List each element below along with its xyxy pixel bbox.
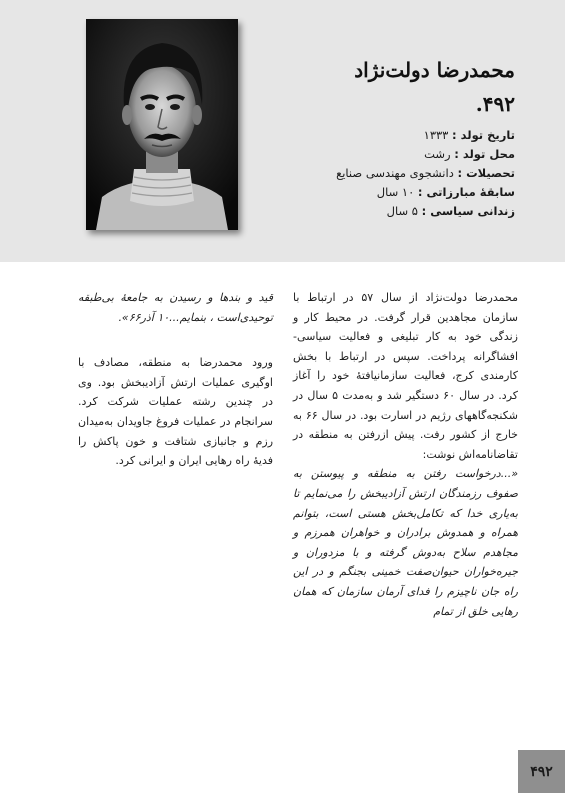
fact-struggle-history bbox=[270, 183, 515, 202]
profile-info bbox=[270, 56, 515, 221]
fact-value: ۵ سال bbox=[386, 204, 418, 218]
body-column-left bbox=[78, 288, 273, 471]
fact-label: تحصیلات : bbox=[457, 166, 515, 180]
portrait-image bbox=[86, 19, 238, 230]
profile-number: ۴۹۲. bbox=[475, 92, 515, 116]
biography-paragraph: محمدرضا دولت‌نژاد از سال ۵۷ در ارتباط با سازمان مجاهدین قرار گرفت. در محیط کار و زندگی خود به کار تبلیغی و فعالیت سیاسی- افشاگرانه پرداخت. سپس در ارتباط با بخش کارمندی کرج، فعالیت سازمانیافتهٔ خود را آغاز کرد. در سال ۶۰ دستگیر شد و به‌مدت ۵ سال در شکنجه‌گاههای رژیم در اسارت بود. در سال ۶۶ به خارج از کشور رفت. پیش ازرفتن به منطقه در تقاضانامه‌اش نوشت: bbox=[293, 291, 519, 461]
request-letter-quote-end: قید و بندها و رسیدن به جامعهٔ بی‌طبقه توحیدی‌است ، بنمایم...۱۰ آذر۶۶». bbox=[78, 291, 273, 324]
portrait-photo bbox=[86, 19, 238, 230]
request-letter-quote: «...درخواست رفتن به منطقه و پیوستن به صفوف رزمندگان ارتش آزادیبخش را می‌نمایم تا به‌یاری خدا که تکامل‌بخش هستی است، بتوانم همراه و همدوش برادران و خواهران همرزم و مجاهدم سلاح به‌دوش گرفته و با مزدوران و جیره‌خواران حیوان‌صفت خمینی بجنگم و در این راه جان ناچیزم را فدای آرمان سازمان که همان رهایی خلق از تمام bbox=[293, 467, 518, 618]
profile-facts bbox=[270, 126, 515, 221]
fact-label: تاریخ تولد : bbox=[452, 128, 515, 142]
page-number-box bbox=[518, 750, 565, 793]
profile-header bbox=[0, 0, 565, 262]
fact-value: ۱۳۳۳ bbox=[423, 128, 449, 142]
fact-birth-date bbox=[270, 126, 515, 145]
fact-value: ۱۰ سال bbox=[376, 185, 415, 199]
fact-value: رشت bbox=[424, 147, 451, 161]
fact-prison-term bbox=[270, 202, 515, 221]
fact-value: دانشجوی مهندسی صنایع bbox=[336, 166, 454, 180]
operations-paragraph: ورود محمدرضا به منطقه، مصادف با اوگیری عملیات ارتش آزادیبخش بود. وی در چندین رشته عملیات شرکت کرد. سرانجام در عملیات فروغ جاویدان به‌میدان رزم و جانبازی شتافت و خون پاکش را فدیهٔ راه رهایی ایران و ایرانی کرد. bbox=[78, 356, 273, 468]
person-name: محمدرضا دولت‌نژاد bbox=[354, 58, 515, 82]
fact-education bbox=[270, 164, 515, 183]
body-column-right bbox=[293, 288, 518, 621]
fact-label: محل تولد : bbox=[454, 147, 515, 161]
paragraph-gap bbox=[78, 327, 273, 353]
page-number: ۴۹۲ bbox=[530, 763, 553, 780]
fact-label: سابقهٔ مبارزاتی : bbox=[417, 185, 515, 199]
fact-label: زندانی سیاسی : bbox=[421, 204, 515, 218]
fact-birth-place bbox=[270, 145, 515, 164]
